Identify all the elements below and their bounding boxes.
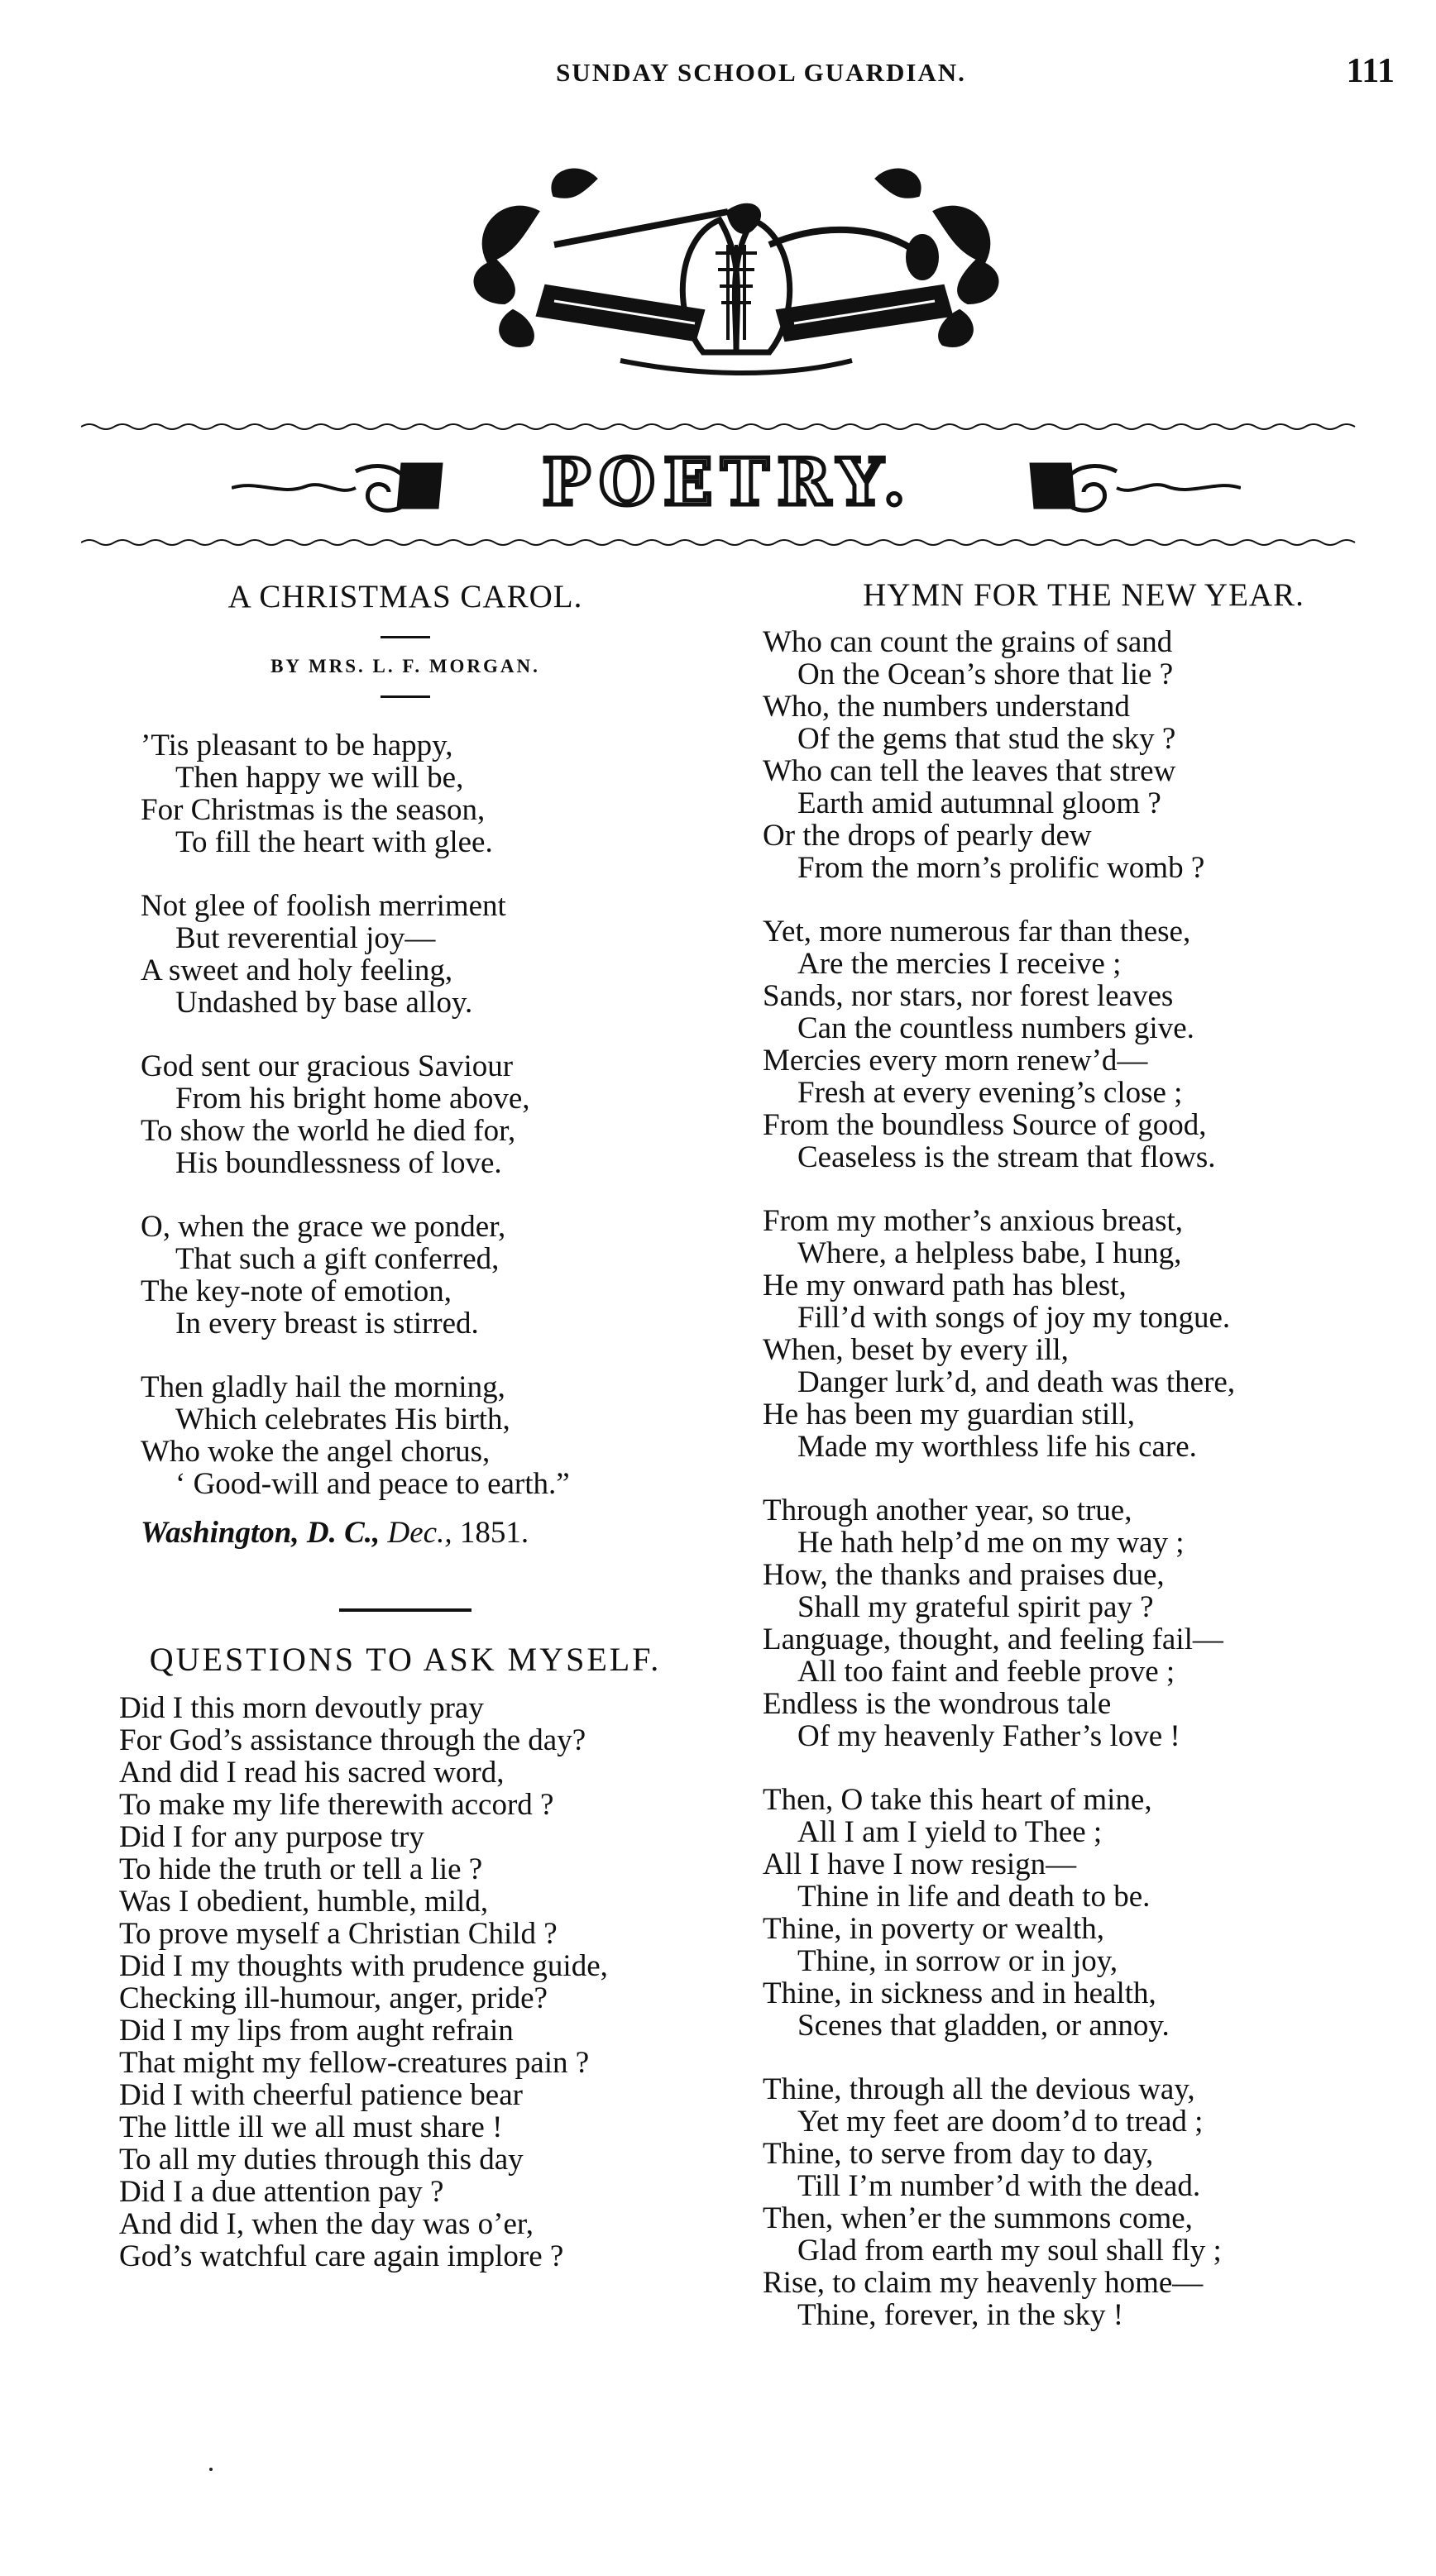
- poem-line: Can the countless numbers give.: [797, 1011, 1194, 1045]
- poem-line: From the morn’s prolific womb ?: [797, 851, 1205, 885]
- poem-line: From his bright home above,: [175, 1082, 530, 1116]
- poem-line: To fill the heart with glee.: [175, 825, 493, 859]
- poem-line: To all my duties through this day: [119, 2143, 524, 2177]
- poem-line: All too faint and feeble prove ;: [797, 1655, 1175, 1689]
- poem-line: All I have I now resign—: [763, 1847, 1077, 1881]
- poem-line: Did I my thoughts with prudence guide,: [119, 1949, 608, 1983]
- poem-line: God sent our gracious Saviour: [141, 1049, 514, 1083]
- poem-line: Scenes that gladden, or annoy.: [797, 2009, 1170, 2043]
- dateline-place: Washington,: [141, 1516, 299, 1550]
- right-column: [761, 579, 1406, 2363]
- dateline-month: Dec.,: [387, 1516, 452, 1550]
- poem-line: The key-note of emotion,: [141, 1274, 452, 1308]
- left-column: [83, 579, 728, 2273]
- page-number: 111: [1346, 52, 1395, 90]
- poem-line: That might my fellow-creatures pain ?: [119, 2046, 590, 2080]
- poem-line: ’Tis pleasant to be happy,: [141, 729, 453, 762]
- poem-line: Endless is the wondrous tale: [763, 1687, 1112, 1721]
- poem-line: Which celebrates His birth,: [175, 1403, 510, 1436]
- poem-line: O, when the grace we ponder,: [141, 1210, 506, 1244]
- poem-line: Thine, forever, in the sky !: [797, 2298, 1124, 2332]
- hymn-title: HYMN FOR THE NEW YEAR.: [863, 577, 1304, 613]
- poem-line: How, the thanks and praises due,: [763, 1558, 1165, 1592]
- carol-stanza-1: [141, 729, 728, 858]
- poem-line: He hath help’d me on my way ;: [797, 1526, 1185, 1560]
- byline-rule: [381, 695, 430, 698]
- dateline-year: 1851.: [459, 1516, 529, 1550]
- title-rule: [381, 636, 430, 638]
- section-divider: [339, 1608, 471, 1612]
- carol-stanza-4: [141, 1211, 728, 1340]
- poetry-heading: POETRY.: [542, 445, 914, 520]
- music-vignette-illustration: [455, 162, 1017, 385]
- running-title: SUNDAY SCHOOL GUARDIAN.: [556, 58, 966, 87]
- poem-line: Thine, in sorrow or in joy,: [797, 1944, 1118, 1978]
- hymn-stanza-3: [763, 1205, 1406, 1463]
- poem-line: To make my life therewith accord ?: [119, 1788, 554, 1822]
- poem-line: Till I’m number’d with the dead.: [797, 2169, 1201, 2203]
- poem-line: Undashed by base alloy.: [175, 986, 473, 1020]
- poem-line: But reverential joy—: [175, 921, 436, 955]
- poem-line: Did I with cheerful patience bear: [119, 2078, 523, 2112]
- hymn-stanza-2: [763, 915, 1406, 1173]
- poem-line: Then, when’er the summons come,: [763, 2201, 1193, 2235]
- poem-line: Then gladly hail the morning,: [141, 1370, 505, 1404]
- poem-line: Fresh at every evening’s close ;: [797, 1076, 1183, 1110]
- poem-line: Thine, in sickness and in health,: [763, 1976, 1156, 2010]
- poem-line: When, beset by every ill,: [763, 1333, 1069, 1367]
- questions-title: QUESTIONS TO ASK MYSELF.: [149, 1641, 662, 1678]
- poem-line: And did I, when the day was o’er,: [119, 2207, 534, 2241]
- christmas-carol-byline: BY MRS. L. F. MORGAN.: [270, 656, 540, 676]
- hymn-stanza-5: [763, 1784, 1406, 2042]
- poem-line: He has been my guardian still,: [763, 1398, 1136, 1431]
- poem-line: Earth amid autumnal gloom ?: [797, 786, 1161, 820]
- carol-dateline: [141, 1517, 728, 1549]
- hymn-stanza-4: [763, 1494, 1406, 1752]
- poem-line: Who can count the grains of sand: [763, 625, 1173, 659]
- poem-line: Then, O take this heart of mine,: [763, 1783, 1152, 1817]
- poem-line: Who can tell the leaves that strew: [763, 754, 1176, 788]
- poem-line: For Christmas is the season,: [141, 793, 486, 827]
- poem-line: Glad from earth my soul shall fly ;: [797, 2234, 1222, 2268]
- poem-line: Fill’d with songs of joy my tongue.: [797, 1301, 1231, 1335]
- wavy-rule-bottom: [81, 536, 1363, 549]
- poem-line: He my onward path has blest,: [763, 1269, 1127, 1302]
- carol-stanza-2: [141, 890, 728, 1019]
- poem-line: And did I read his sacred word,: [119, 1756, 505, 1790]
- poem-line: Through another year, so true,: [763, 1494, 1132, 1527]
- christmas-carol-stanzas: [83, 729, 728, 1549]
- poem-line: Language, thought, and feeling fail—: [763, 1623, 1223, 1656]
- poem-line: Mercies every morn renew’d—: [763, 1044, 1148, 1078]
- poem-line: Or the drops of pearly dew: [763, 819, 1092, 853]
- poem-line: Where, a helpless babe, I hung,: [797, 1236, 1182, 1270]
- poem-line: Sands, nor stars, nor forest leaves: [763, 979, 1174, 1013]
- poem-line: Yet my feet are doom’d to tread ;: [797, 2105, 1204, 2139]
- poem-line: Thine, in poverty or wealth,: [763, 1912, 1105, 1946]
- poem-line: Thine in life and death to be.: [797, 1880, 1151, 1914]
- hymn-stanza-6: [763, 2073, 1406, 2331]
- poem-line: To show the world he died for,: [141, 1114, 516, 1148]
- poem-line: Did I a due attention pay ?: [119, 2175, 444, 2209]
- dateline-district: D. C.,: [306, 1516, 381, 1550]
- poem-line: Made my worthless life his care.: [797, 1430, 1197, 1464]
- poem-line: Did I my lips from aught refrain: [119, 2014, 514, 2048]
- poem-line: That such a gift conferred,: [175, 1242, 500, 1276]
- poem-line: Did I for any purpose try: [119, 1820, 424, 1854]
- poem-line: To prove myself a Christian Child ?: [119, 1917, 558, 1951]
- poem-line: God’s watchful care again implore ?: [119, 2239, 564, 2273]
- wavy-rule-top: [81, 420, 1363, 433]
- poem-line: Of my heavenly Father’s love !: [797, 1719, 1180, 1753]
- poem-line: All I am I yield to Thee ;: [797, 1815, 1103, 1849]
- poem-line: Of the gems that stud the sky ?: [797, 722, 1176, 756]
- poem-line: Was I obedient, humble, mild,: [119, 1885, 489, 1919]
- poem-line: Did I this morn devoutly pray: [119, 1691, 484, 1725]
- poem-line: To hide the truth or tell a lie ?: [119, 1852, 483, 1886]
- poem-line: Thine, through all the devious way,: [763, 2072, 1195, 2106]
- poem-line: A sweet and holy feeling,: [141, 953, 453, 987]
- christmas-carol-title: A CHRISTMAS CAROL.: [227, 579, 583, 614]
- poem-line: On the Ocean’s shore that lie ?: [797, 657, 1174, 691]
- poem-line: From the boundless Source of good,: [763, 1108, 1207, 1142]
- carol-stanza-5: [141, 1371, 728, 1500]
- poem-line: ‘ Good-will and peace to earth.”: [175, 1467, 570, 1501]
- poem-line: Who, the numbers understand: [763, 690, 1130, 724]
- poem-line: In every breast is stirred.: [175, 1307, 479, 1341]
- questions-lines: [83, 1692, 728, 2273]
- poem-line: The little ill we all must share !: [119, 2110, 503, 2144]
- stray-ink-dot: [209, 2468, 213, 2471]
- poem-line: Danger lurk’d, and death was there,: [797, 1365, 1236, 1399]
- poem-line: For God’s assistance through the day?: [119, 1723, 586, 1757]
- poem-line: Not glee of foolish merriment: [141, 889, 506, 923]
- hymn-stanzas: [761, 626, 1406, 2331]
- poem-line: From my mother’s anxious breast,: [763, 1204, 1184, 1238]
- carol-stanza-3: [141, 1050, 728, 1179]
- hymn-stanza-1: [763, 626, 1406, 884]
- poem-line: Rise, to claim my heavenly home—: [763, 2266, 1204, 2300]
- poem-line: Checking ill-humour, anger, pride?: [119, 1981, 548, 2015]
- poem-line: Thine, to serve from day to day,: [763, 2137, 1154, 2171]
- poem-line: His boundlessness of love.: [175, 1146, 502, 1180]
- poem-line: Then happy we will be,: [175, 761, 464, 795]
- poem-line: Are the mercies I receive ;: [797, 947, 1122, 981]
- poem-line: Shall my grateful spirit pay ?: [797, 1590, 1154, 1624]
- poem-line: Yet, more numerous far than these,: [763, 915, 1191, 949]
- poem-line: Ceaseless is the stream that flows.: [797, 1140, 1216, 1174]
- poem-line: Who woke the angel chorus,: [141, 1435, 491, 1469]
